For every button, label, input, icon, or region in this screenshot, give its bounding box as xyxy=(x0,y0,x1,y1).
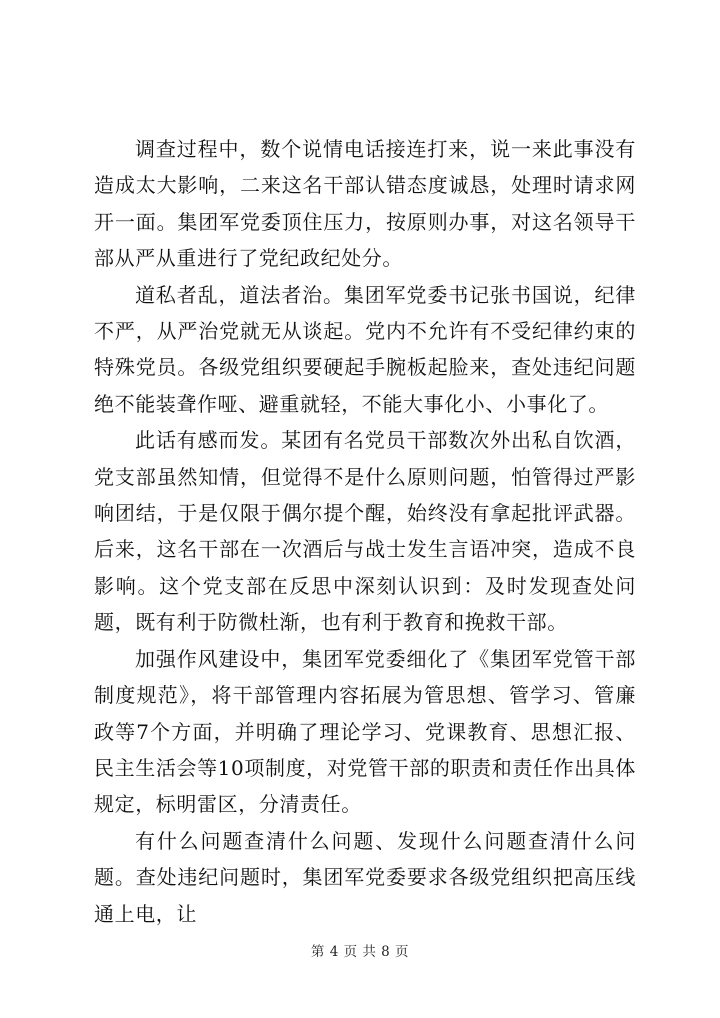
document-body xyxy=(94,131,636,932)
paragraph-2: 道私者乱，道法者治。集团军党委书记张书国说，纪律不严，从严治党就无从谈起。党内不允许有不受纪律约束的特殊党员。各级党组织要硬起手腕板起脸来，查处违纪问题绝不能装聋作哑、避重就轻，不能大事化小、小事化了。 xyxy=(94,282,636,416)
paragraph-1: 调查过程中，数个说情电话接连打来，说一来此事没有造成太大影响，二来这名干部认错态度诚恳，处理时请求网开一面。集团军党委顶住压力，按原则办事，对这名领导干部从严从重进行了党纪政纪处分。 xyxy=(94,137,636,271)
page-number-footer: 第 4 页 共 8 页 xyxy=(310,944,410,960)
paragraph-4: 加强作风建设中，集团军党委细化了《集团军党管干部制度规范》，将干部管理内容拓展为管思想、管学习、管廉政等7个方面，并明确了理论学习、党课教育、思想汇报、民主生活会等10项制度，对党管干部的职责和责任作出具体规定，标明雷区，分清责任。 xyxy=(94,646,636,817)
paragraph-3: 此话有感而发。某团有名党员干部数次外出私自饮酒，党支部虽然知情，但觉得不是什么原则问题，怕管得过严影响团结，于是仅限于偶尔提个醒，始终没有拿起批评武器。后来，这名干部在一次酒后与战士发生言语冲突，造成不良影响。这个党支部在反思中深刻认识到：及时发现查处问题，既有利于防微杜渐，也有利于教育和挽救干部。 xyxy=(94,428,636,635)
paragraph-5: 有什么问题查清什么问题、发现什么问题查清什么问题。查处违纪问题时，集团军党委要求各级党组织把高压线通上电，让 xyxy=(94,828,636,926)
